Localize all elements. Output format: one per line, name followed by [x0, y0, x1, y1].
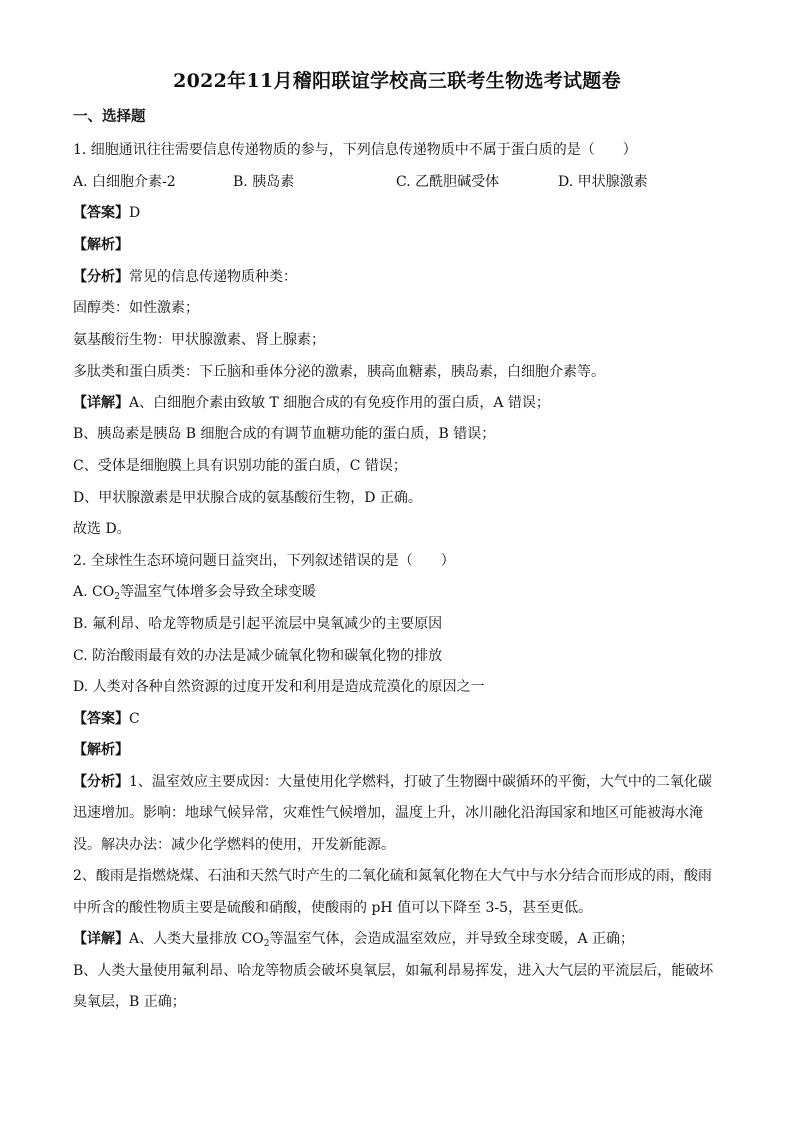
q2-detail-a: 【详解】A、人类大量排放 $CO_2$等温室气体，会造成温室效应，并导致全球变暖，A 正确；	[73, 931, 635, 949]
q1-conclusion: 故选 D。	[73, 521, 131, 537]
section-heading: 一、选择题	[73, 108, 146, 125]
q1-fenxi: 【分析】常见的信息传递物质种类：	[73, 269, 297, 285]
q2-option-b: B. 氟利昂、哈龙等物质是引起平流层中臭氧减少的主要原因	[73, 616, 443, 632]
q2-option-a: A. $CO_2$等温室气体增多会导致全球变暖	[73, 584, 316, 602]
q1-option-a: A. 白细胞介素-2	[73, 174, 176, 190]
q1-fenxi-line: 氨基酸衍生物：甲状腺激素、肾上腺素；	[73, 332, 325, 348]
q2-option-d: D. 人类对各种自然资源的过度开发和利用是造成荒漠化的原因之一	[73, 679, 485, 695]
q1-detail-line: D、甲状腺激素是甲状腺合成的氨基酸衍生物，D 正确。	[73, 490, 422, 506]
q1-fenxi-line: 多肽类和蛋白质类：下丘脑和垂体分泌的激素，胰高血糖素，胰岛素，白细胞介素等。	[73, 364, 605, 380]
q2-detail-b-cont: 臭氧层，B 正确；	[73, 994, 186, 1010]
q1-detail-line: B、胰岛素是胰岛 B 细胞合成的有调节血糖功能的蛋白质，B 错误；	[73, 426, 496, 442]
answer-tag: 【答案】	[73, 711, 129, 727]
q2-stem: 2. 全球性生态环境问题日益突出，下列叙述错误的是（ ）	[73, 553, 455, 569]
q1-analysis-tag: 【解析】	[73, 237, 129, 253]
q2-acid-line: 2、酸雨是指燃烧煤、石油和天然气时产生的二氧化硫和氮氧化物在大气中与水分结合而形成的雨，酸雨	[73, 868, 712, 884]
q1-option-b: B. 胰岛素	[233, 174, 295, 190]
q2-analysis-tag: 【解析】	[73, 742, 129, 758]
q1-option-d: D. 甲状腺激素	[558, 174, 648, 190]
answer-value: D	[129, 205, 141, 221]
answer-value: C	[129, 711, 140, 727]
page-title: 2022年11月稽阳联谊学校高三联考生物选考试题卷	[173, 70, 621, 92]
q2-fenxi: 【分析】1、温室效应主要成因：大量使用化学燃料，打破了生物圈中碳循环的平衡，大气中的二氧化碳	[73, 774, 712, 790]
q2-fenxi-line: 没。解决办法：减少化学燃料的使用，开发新能源。	[73, 837, 395, 853]
q2-detail-b: B、人类大量使用氟利昂、哈龙等物质会破坏臭氧层，如氟利昂易挥发，进入大气层的平流层后，能破坏	[73, 963, 714, 979]
q2-acid-line: 中所含的酸性物质主要是硫酸和硝酸，使酸雨的 pH 值可以下降至 3-5，甚至更低。	[73, 900, 593, 916]
q2-option-c: C. 防治酸雨最有效的办法是减少硫氧化物和碳氧化物的排放	[73, 648, 443, 664]
q2-fenxi-line: 迅速增加。影响：地球气候异常，灾难性气候增加，温度上升，冰川融化沿海国家和地区可能被海水淹	[73, 805, 703, 821]
q1-stem: 1. 细胞通讯往往需要信息传递物质的参与，下列信息传递物质中不属于蛋白质的是（ ）	[73, 142, 637, 158]
q1-fenxi-line: 固醇类：如性激素；	[73, 300, 199, 316]
q2-answer	[73, 709, 723, 729]
q1-option-c: C. 乙酰胆碱受体	[396, 174, 500, 190]
q1-answer	[73, 203, 723, 223]
q1-detail: 【详解】A、白细胞介素由致敏 T 细胞合成的有免疫作用的蛋白质，A 错误；	[73, 395, 550, 411]
q1-detail-line: C、受体是细胞膜上具有识别功能的蛋白质，C 错误；	[73, 458, 407, 474]
answer-tag: 【答案】	[73, 205, 129, 221]
